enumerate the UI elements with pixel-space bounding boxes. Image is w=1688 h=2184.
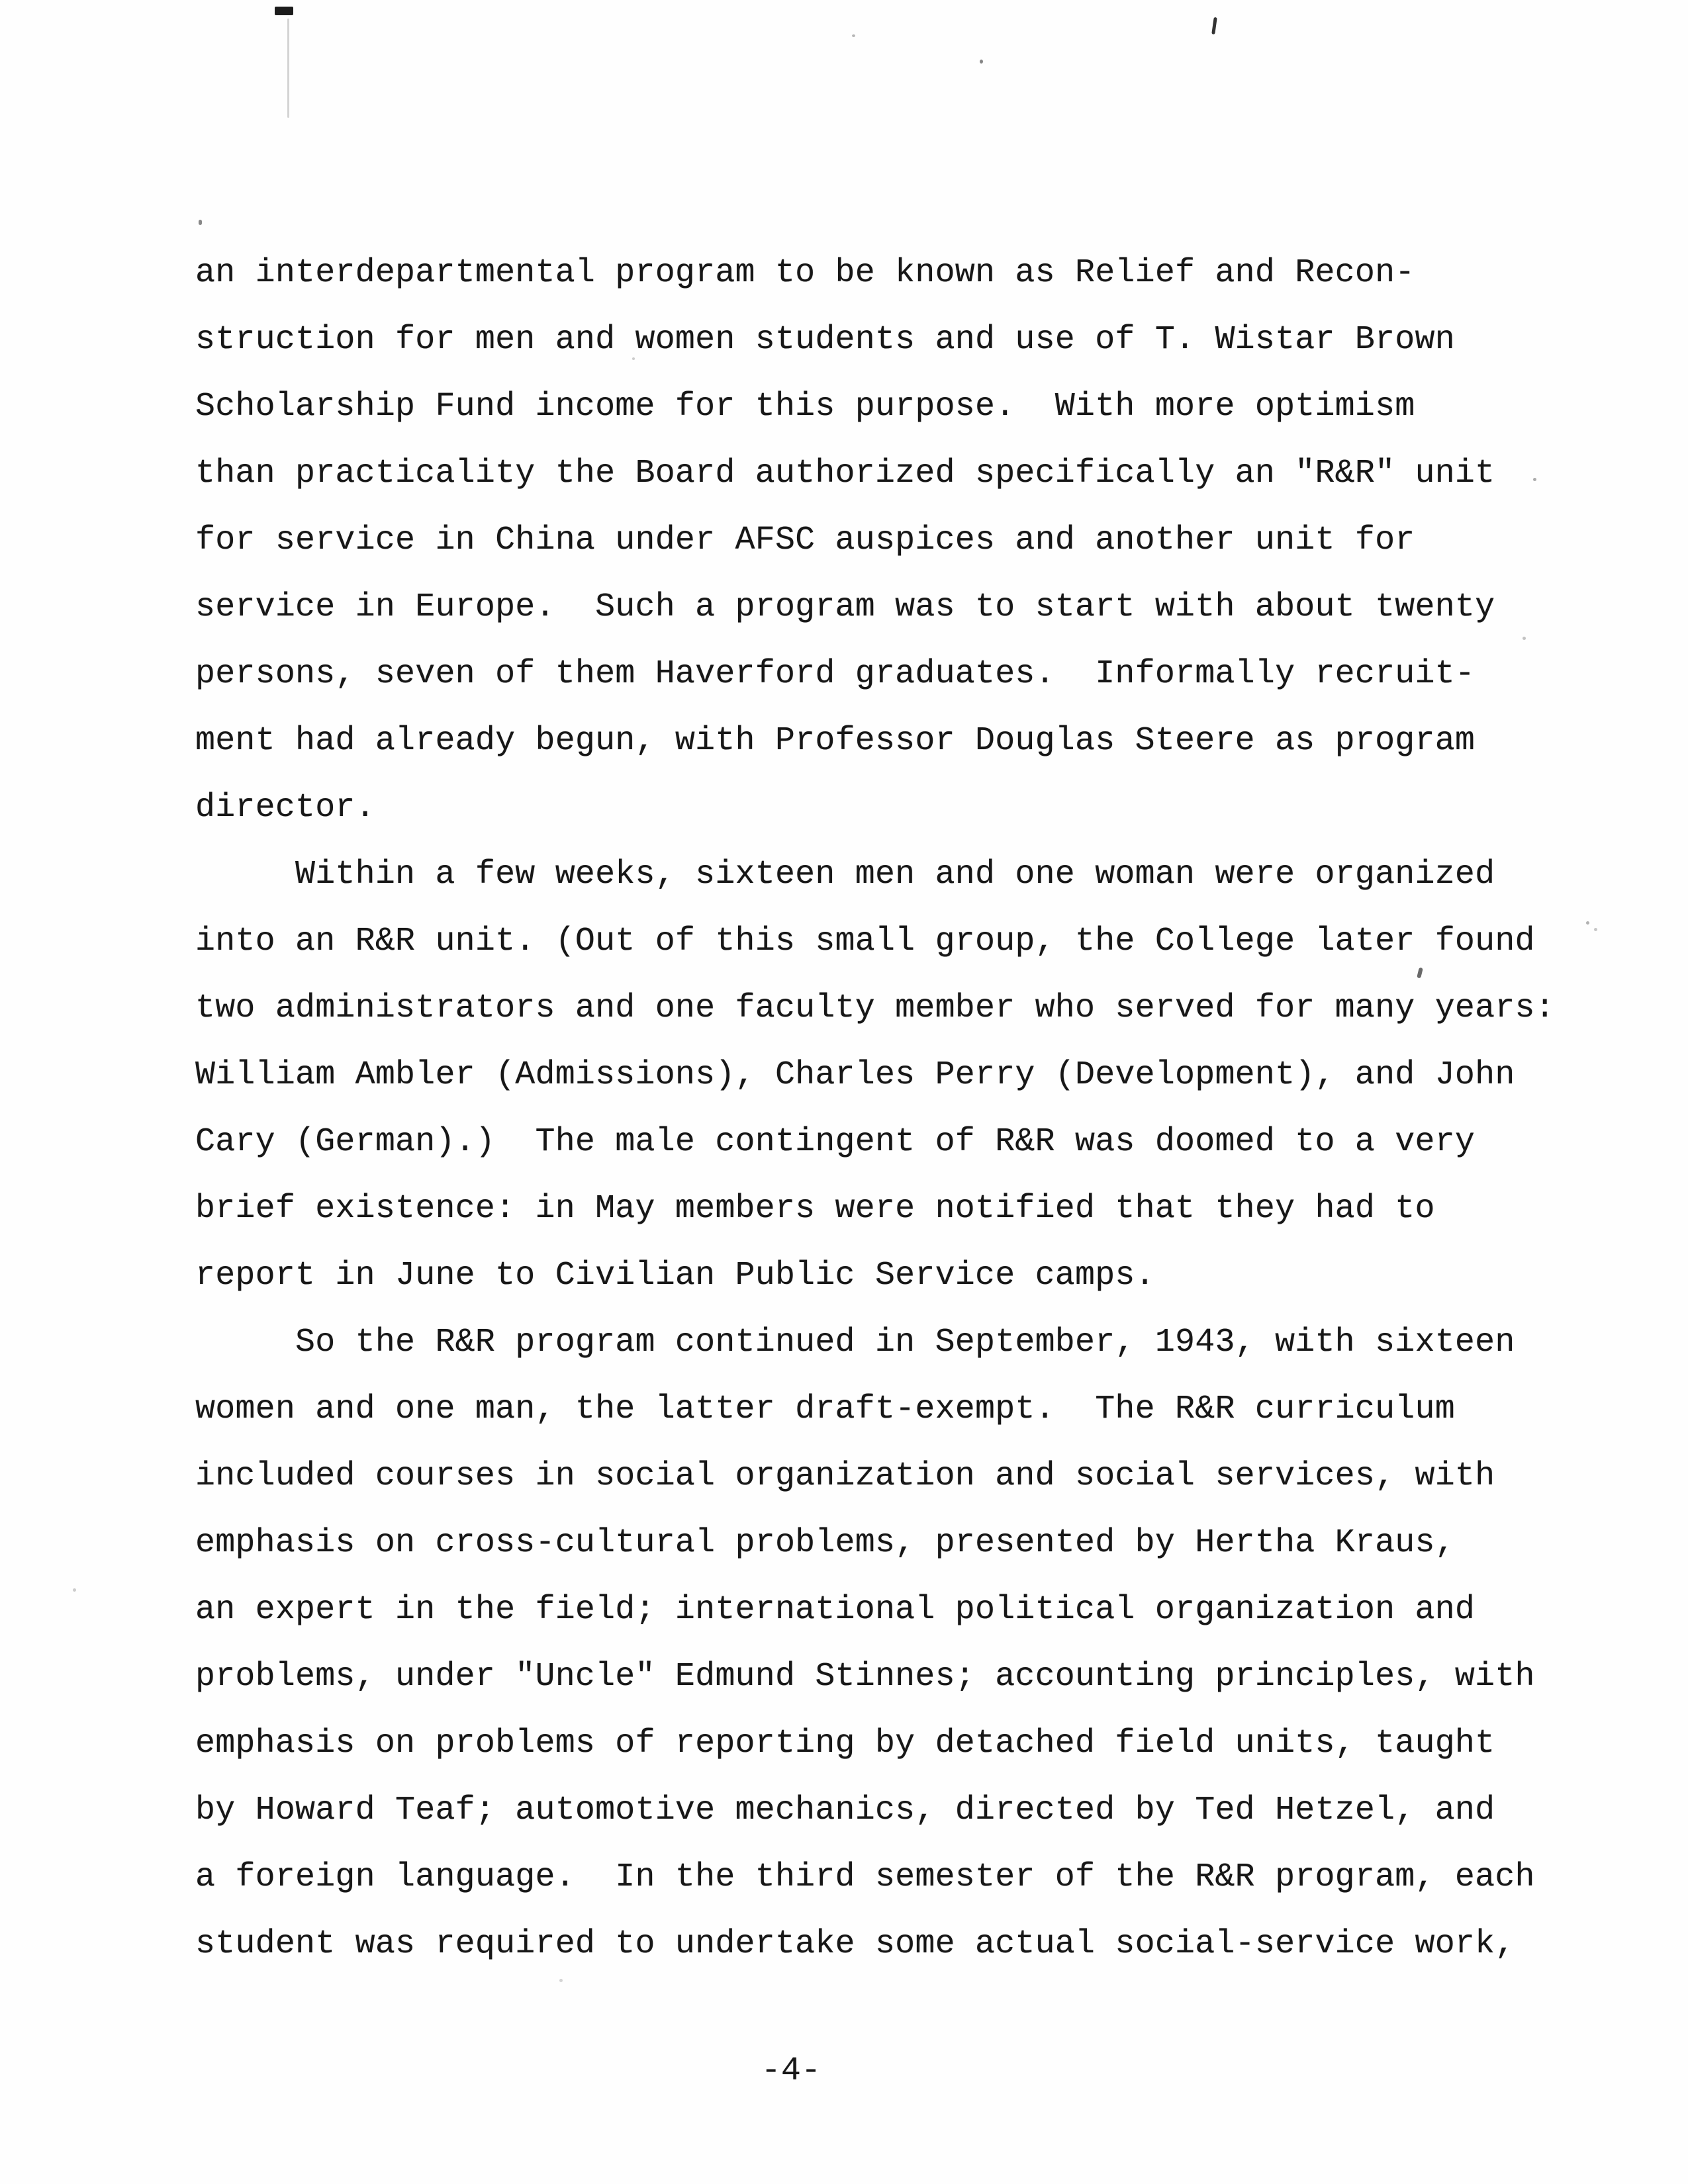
text-line: report in June to Civilian Public Service camps.	[195, 1257, 1155, 1295]
text-line: director.	[195, 789, 375, 827]
scan-artifact	[1211, 17, 1217, 34]
text-line: student was required to undertake some actual social-service work,	[195, 1925, 1515, 1963]
text-line: Scholarship Fund income for this purpose. With more optimism	[195, 388, 1415, 426]
scan-artifact	[1594, 928, 1597, 931]
document-body	[195, 240, 1555, 1978]
scan-artifact	[1586, 921, 1589, 925]
text-line: ment had already begun, with Professor Douglas Steere as program	[195, 722, 1476, 760]
text-line: an interdepartmental program to be known as Relief and Recon-	[195, 254, 1415, 292]
text-line: William Ambler (Admissions), Charles Perry (Development), and John	[195, 1056, 1515, 1094]
text-line: included courses in social organization and social services, with	[195, 1457, 1495, 1495]
text-line: emphasis on cross-cultural problems, presented by Hertha Kraus,	[195, 1524, 1455, 1562]
scan-artifact	[852, 34, 855, 37]
text-line: by Howard Teaf; automotive mechanics, directed by Ted Hetzel, and	[195, 1792, 1495, 1829]
scan-artifact	[287, 19, 289, 118]
text-line: two administrators and one faculty member who served for many years:	[195, 989, 1555, 1027]
text-line: women and one man, the latter draft-exempt. The R&R curriculum	[195, 1390, 1455, 1428]
text-line: service in Europe. Such a program was to start with about twenty	[195, 588, 1495, 626]
text-line: than practicality the Board authorized specifically an "R&R" unit	[195, 455, 1495, 492]
text-line: into an R&R unit. (Out of this small group, the College later found	[195, 923, 1535, 960]
text-line: So the R&R program continued in September, 1943, with sixteen	[195, 1324, 1515, 1361]
scan-artifact	[980, 60, 983, 64]
text-line: struction for men and women students and use of T. Wistar Brown	[195, 321, 1455, 359]
text-line: for service in China under AFSC auspices and another unit for	[195, 522, 1415, 559]
text-line: Within a few weeks, sixteen men and one woman were organized	[195, 856, 1495, 893]
text-line: Cary (German).) The male contingent of R&R was doomed to a very	[195, 1123, 1476, 1161]
text-line: a foreign language. In the third semester of the R&R program, each	[195, 1858, 1535, 1896]
text-line: an expert in the field; international political organization and	[195, 1591, 1476, 1629]
scan-artifact	[199, 220, 202, 225]
text-line: emphasis on problems of reporting by detached field units, taught	[195, 1725, 1495, 1762]
text-line: problems, under "Uncle" Edmund Stinnes; accounting principles, with	[195, 1658, 1535, 1696]
scan-artifact	[73, 1588, 76, 1592]
scan-artifact	[559, 1979, 563, 1982]
scan-artifact	[275, 7, 293, 15]
text-line: persons, seven of them Haverford graduates. Informally recruit-	[195, 655, 1476, 693]
text-line: brief existence: in May members were notified that they had to	[195, 1190, 1435, 1228]
page-number: -4-	[761, 2052, 821, 2090]
